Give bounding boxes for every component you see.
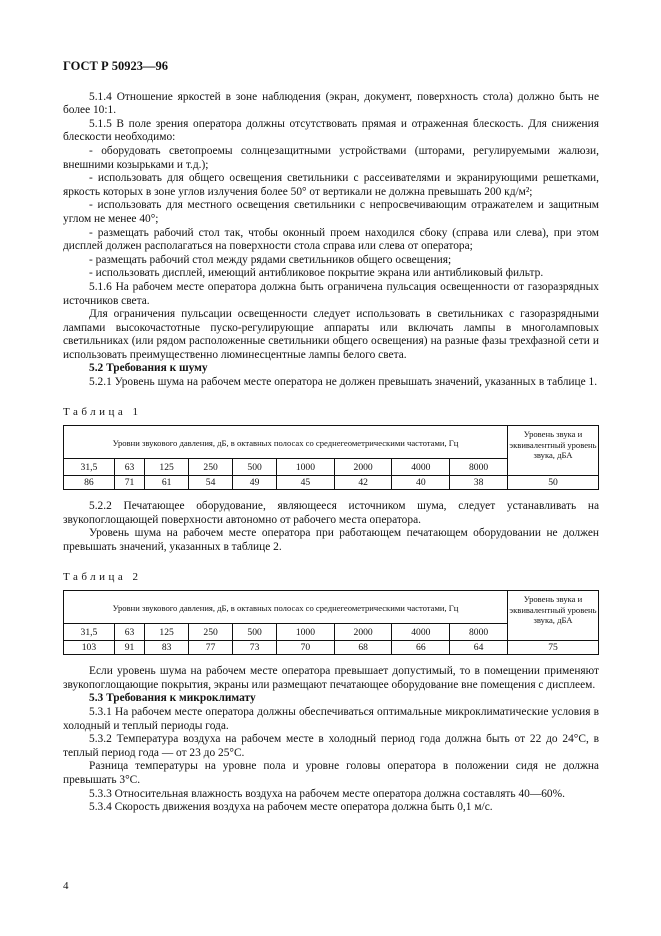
para-5-1-6-b: Для ограничения пульсации освещенности следует использовать в светильниках с газоразрядными лампами высокочастотные пуско-регулирующие аппараты или включать лампы в многоламповых светильниках (или рядом расположенные светильники общего освещения) на разные фазы трехфазной сети и использовать преимущественно люминесцентные лампы белого света. [63, 308, 599, 361]
page-number: 4 [63, 880, 69, 892]
para-5-3-4: 5.3.4 Скорость движения воздуха на рабочем месте оператора должна быть 0,1 м/с. [89, 801, 493, 814]
table-header: Уровни звукового давления, дБ, в октавных полосах со среднегеометрическими частотами, Гц [64, 591, 508, 624]
freq-cell: 250 [189, 624, 233, 641]
list-item: - размещать рабочий стол между рядами светильников общего освещения; [89, 253, 452, 266]
value-cell: 40 [392, 476, 450, 490]
para-5-2-1: 5.2.1 Уровень шума на рабочем месте оператора не должен превышать значений, указанных в таблице 1. [89, 376, 598, 389]
value-cell: 70 [277, 641, 335, 655]
freq-cell: 250 [189, 459, 233, 476]
noise-table-1 [63, 425, 599, 490]
para-5-3-2: 5.3.2 Температура воздуха на рабочем месте в холодный период года должна быть от 22 до 24°С, в теплый период года — от 23 до 25°С. [63, 733, 599, 759]
value-cell: 38 [450, 476, 508, 490]
freq-cell: 8000 [450, 624, 508, 641]
table-caption: Таблица 2 [63, 570, 142, 583]
table-header: Уровни звукового давления, дБ, в октавных полосах со среднегеометрическими частотами, Гц [64, 426, 508, 459]
value-cell: 45 [277, 476, 335, 490]
value-cell: 77 [189, 641, 233, 655]
value-cell: 61 [145, 476, 189, 490]
list-item: - использовать для общего освещения светильники с рассеивателями и экранирующими решетками, яркость которых в зоне углов излучения более 50° от вертикали не должна превышать 200 кд/м²; [63, 172, 599, 198]
para-5-3-3: 5.3.3 Относительная влажность воздуха на рабочем месте оператора должна составлять 40—60%. [89, 787, 565, 800]
table-side-header: Уровень звука и эквивалентный уровень звука, дБА [508, 591, 599, 641]
freq-cell: 2000 [334, 459, 392, 476]
list-item: - использовать для местного освещения светильники с непросвечивающим отражателем и защитным углом не менее 40°; [63, 199, 599, 225]
value-cell: 86 [64, 476, 115, 490]
para-5-3-1: 5.3.1 На рабочем месте оператора должны обеспечиваться оптимальные микроклиматические условия в холодный и теплый периоды года. [63, 706, 599, 732]
freq-cell: 1000 [277, 459, 335, 476]
freq-cell: 63 [114, 624, 144, 641]
noise-table-2 [63, 590, 599, 655]
para-5-1-5: 5.1.5 В поле зрения оператора должны отсутствовать прямая и отраженная блескость. Для снижения блескости необходимо: [63, 117, 599, 144]
document-page [63, 60, 599, 815]
freq-cell: 4000 [392, 459, 450, 476]
freq-cell: 125 [145, 624, 189, 641]
value-cell: 54 [189, 476, 233, 490]
table-side-header: Уровень звука и эквивалентный уровень звука, дБА [508, 426, 599, 476]
freq-cell: 63 [114, 459, 144, 476]
value-cell: 42 [334, 476, 392, 490]
freq-cell: 31,5 [64, 459, 115, 476]
section-heading-microclimate: 5.3 Требования к микроклимату [89, 692, 256, 705]
value-cell: 71 [114, 476, 144, 490]
value-cell: 83 [145, 641, 189, 655]
freq-cell: 31,5 [64, 624, 115, 641]
list-item: - использовать дисплей, имеющий антибликовое покрытие экрана или антибликовый фильтр. [89, 267, 544, 280]
para-5-3-2-b: Разница температуры на уровне пола и уровне головы оператора в положении сидя не должна превышать 3°С. [63, 760, 599, 786]
table-caption: Таблица 1 [63, 405, 142, 418]
value-cell: 73 [233, 641, 277, 655]
list-item: - размещать рабочий стол так, чтобы оконный проем находился сбоку (справа или слева), при этом дисплей должен располагаться на поверхности стола справа или слева от оператора; [63, 226, 599, 253]
freq-cell: 1000 [277, 624, 335, 641]
para-5-2-2: 5.2.2 Печатающее оборудование, являющееся источником шума, следует устанавливать на звукопоглощающей поверхности автономно от рабочего места оператора. [63, 500, 599, 526]
freq-cell: 4000 [392, 624, 450, 641]
para-5-1-4: 5.1.4 Отношение яркостей в зоне наблюдения (экран, документ, поверхность стола) должно быть не более 10:1. [63, 90, 599, 117]
list-item: - оборудовать светопроемы солнцезащитными устройствами (шторами, регулируемыми жалюзи, внешними козырьками и т.д.); [63, 144, 599, 171]
section-heading-noise: 5.2 Требования к шуму [89, 362, 208, 375]
value-cell: 103 [64, 641, 115, 655]
level-cell: 50 [508, 476, 599, 490]
document-header: ГОСТ Р 50923—96 [63, 59, 169, 73]
para-noise-measures: Если уровень шума на рабочем месте оператора превышает допустимый, то в помещении применяют звукопоглощающие покрытия, экраны или размещают печатающее оборудование вне помещения с дисплеем. [63, 665, 599, 691]
value-cell: 91 [114, 641, 144, 655]
freq-cell: 8000 [450, 459, 508, 476]
level-cell: 75 [508, 641, 599, 655]
value-cell: 66 [392, 641, 450, 655]
value-cell: 49 [233, 476, 277, 490]
freq-cell: 500 [233, 459, 277, 476]
para-5-2-2-b: Уровень шума на рабочем месте оператора при работающем печатающем оборудовании не должен превышать значений, указанных в таблице 2. [63, 527, 599, 554]
para-5-1-6: 5.1.6 На рабочем месте оператора должна быть ограничена пульсация освещенности от газоразрядных источников света. [63, 280, 599, 307]
value-cell: 64 [450, 641, 508, 655]
freq-cell: 2000 [334, 624, 392, 641]
value-cell: 68 [334, 641, 392, 655]
freq-cell: 125 [145, 459, 189, 476]
freq-cell: 500 [233, 624, 277, 641]
